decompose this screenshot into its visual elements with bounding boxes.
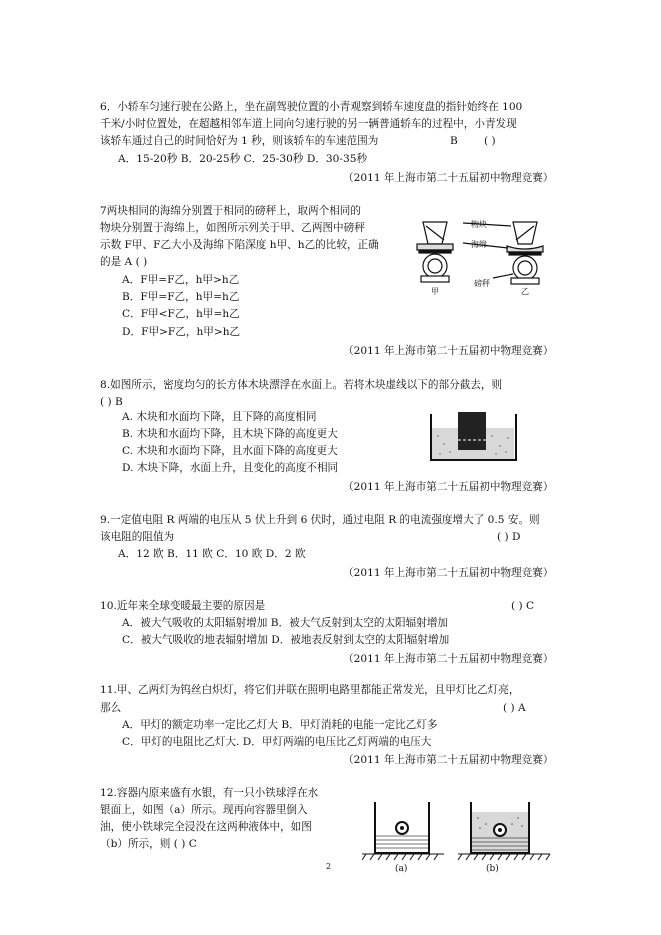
q8-line-2: ( ) B [100,396,123,408]
page-number: 2 [326,862,332,871]
q7-option-a: A．F甲=F乙，h甲>h乙 [122,274,240,286]
q7-option-c: C．F甲<F乙，h甲=h乙 [122,308,240,320]
q8-line-1: 8.如图所示，密度均匀的长方体木块漂浮在水面上。若将木块虚线以下的部分截去，则 [100,379,503,391]
q12-label-b: (b) [486,864,499,874]
q6-answer: B [450,135,458,147]
q11-line-2: 那么 [100,702,122,714]
q9-source: （2011 年上海市第二十五届初中物理竞赛） [343,567,554,579]
q8-source: （2011 年上海市第二十五届初中物理竞赛） [343,481,554,493]
q8-option-a: A. 木块和水面均下降，且下降的高度相同 [122,411,317,423]
q9-line-1: 9.一定值电阻 R 两端的电压从 5 伏上升到 6 伏时，通过电阻 R 的电流强度增大了 0.5 安。则 [100,514,540,526]
q12-containers-figure [362,798,552,862]
q8-option-c: C. 木块和水面均下降，且水面下降的高度更大 [122,445,338,457]
q7-label-sponge: 海绵 [471,240,487,249]
q7-label-scale: 磅秤 [474,279,490,288]
q9-options: A．12 欧 B．11 欧 C．10 欧 D．2 欧 [118,548,306,560]
q10-paren: ( ) C [511,600,535,612]
q7-line-3: 示数 F甲、F乙大小及海绵下陷深度 h甲、h乙的比较，正确 [100,239,379,251]
q8-block-figure [430,408,518,462]
q11-options-1: A．甲灯的额定功率一定比乙灯大 B．甲灯消耗的电能一定比乙灯多 [122,719,438,731]
q12-line-2: 银面上，如图（a）所示。现再向容器里倒入 [100,804,308,816]
q12-label-a: (a) [395,864,408,874]
q11-paren: ( ) A [503,702,526,714]
q7-option-d: D．F甲>F乙，h甲>h乙 [122,326,241,338]
q8-option-b: B. 木块和水面均下降，且木块下降的高度更大 [122,428,338,440]
q9-paren: ( ) D [497,531,521,543]
q7-line-4: 的是 A ( ) [100,256,148,268]
q8-option-d: D. 木块下降，水面上升，且变化的高度不相同 [122,462,339,474]
q12-line-1: 12.容器内原来盛有水银，有一只小铁球浮在水 [100,787,319,799]
q7-label-block: 物块 [471,220,487,229]
q9-line-2: 该电阻的阻值为 [100,531,175,543]
q6-paren: ( ) [484,135,496,147]
q12-line-3: 油，使小铁球完全浸没在这两种液体中，如图 [100,821,312,833]
q10-line: 10.近年来全球变暖最主要的原因是 [100,600,266,612]
q10-options-1: A．被大气吸收的太阳辐射增加 B．被大气反射到太空的太阳辐射增加 [122,617,449,629]
q6-line-2: 千米/小时位置处，在超越相邻车道上同向匀速行驶的另一辆普通轿车的过程中，小青发现 [100,118,517,130]
q6-line-1: 6．小轿车匀速行驶在公路上，坐在副驾驶位置的小青观察到轿车速度盘的指针始终在 100 [100,101,523,113]
q7-label-yi: 乙 [521,287,529,296]
q11-options-2: C．甲灯的电阻比乙灯大. D．甲灯两端的电压比乙灯两端的电压大 [122,736,432,748]
q6-options: A．15-20秒 B．20-25秒 C．25-30秒 D．30-35秒 [118,153,368,165]
q11-line-1: 11.甲、乙两灯为钨丝白炽灯，将它们并联在照明电路里都能正常发光，且甲灯比乙灯亮， [100,684,520,696]
q7-label-jia: 甲 [431,287,439,296]
q6-line-3: 该轿车通过自己的时间恰好为 1 秒，则该轿车的车速范围为 [100,135,379,147]
q10-options-2: C．被大气吸收的地表辐射增加 D．被地表反射到太空的太阳辐射增加 [122,634,450,646]
q11-source: （2011 年上海市第二十五届初中物理竞赛） [343,754,554,766]
q7-line-1: 7两块相同的海绵分别置于相同的磅秤上，取两个相同的 [100,205,361,217]
q10-source: （2011 年上海市第二十五届初中物理竞赛） [343,653,554,665]
q6-source: （2011 年上海市第二十五届初中物理竞赛） [343,172,554,184]
q7-source: （2011 年上海市第二十五届初中物理竞赛） [343,345,554,357]
q12-line-4: （b）所示，则 ( ) C [100,838,197,850]
q7-option-b: B．F甲=F乙，h甲=h乙 [122,291,240,303]
q7-line-2: 物块分别置于海绵上，如图所示列关于甲、乙两图中磅秤 [100,222,365,234]
